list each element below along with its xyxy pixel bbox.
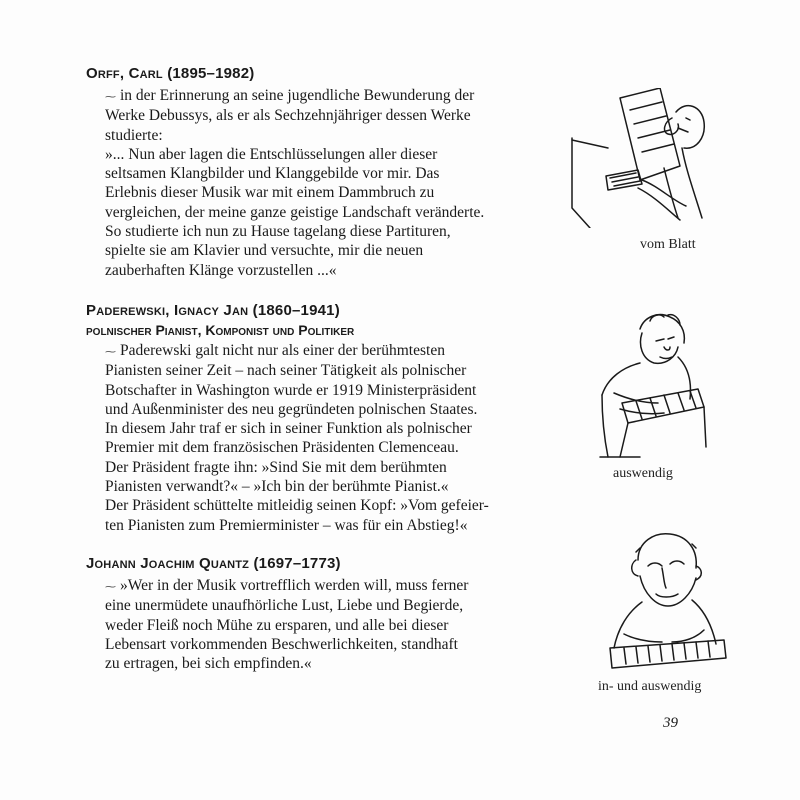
body-line: spielte sie am Klavier und versuchte, mir die neuen: [105, 242, 424, 260]
body-line: vergleichen, der meine ganze geistige Landschaft veränderte.: [105, 203, 485, 221]
body-line: In diesem Jahr traf er sich in seiner Funktion als polnischer: [105, 420, 472, 438]
body-line: Der Präsident schüttelte mitleidig seinen Kopf: »Vom gefeier-: [105, 497, 489, 515]
entry-paderewski: [86, 301, 541, 535]
body-line: »... Nun aber lagen die Entschlüsselungen aller dieser: [105, 145, 438, 163]
body-line: Pianisten verwandt?« – »Ich bin der berühmte Pianist.«: [105, 478, 449, 496]
body-line: Werke Debussys, als er als Sechzehnjähriger dessen Werke: [105, 107, 471, 125]
tilde-marker-icon: ⁓: [105, 90, 116, 103]
tilde-marker-icon: ⁓: [105, 345, 116, 358]
entry-heading: Paderewski, Ignacy Jan (1860–1941): [86, 302, 340, 319]
body-line: Premier mit dem französischen Präsidenten Clemenceau.: [105, 439, 459, 457]
pianist-playing-by-heart-illustration: [580, 307, 710, 467]
body-line: eine unermüdete unaufhörliche Lust, Liebe und Begierde,: [105, 597, 464, 615]
body-line: ⁓ »Wer in der Musik vortrefflich werden will, muss ferner: [105, 577, 469, 594]
body-line: ⁓ Paderewski galt nicht nur als einer der berühmtesten: [105, 342, 445, 359]
caption-vom-blatt: vom Blatt: [640, 237, 696, 252]
entry-heading: Orff, Carl (1895–1982): [86, 65, 255, 82]
body-line: Der Präsident fragte ihn: »Sind Sie mit dem berühmten: [105, 458, 447, 476]
entry-quantz: [86, 554, 541, 673]
caption-in-und-auswendig: in- und auswendig: [598, 679, 702, 694]
body-line: weder Fleiß noch Mühe zu ersparen, und alle bei dieser: [105, 616, 449, 634]
entry-orff: [86, 64, 541, 280]
caption-auswendig: auswendig: [613, 466, 673, 481]
body-line: und Außenminister des neu gegründeten polnischen Staates.: [105, 400, 478, 418]
tilde-marker-icon: ⁓: [105, 580, 116, 593]
body-line: ⁓ in der Erinnerung an seine jugendliche Bewunderung der: [105, 87, 475, 104]
body-line: Lebensart vorkommenden Beschwerlichkeiten, standhaft: [105, 635, 458, 653]
body-line: So studierte ich nun zu Hause tagelang diese Partituren,: [105, 223, 451, 241]
body-line: Botschafter in Washington wurde er 1919 Ministerpräsident: [105, 381, 477, 399]
pianist-eyes-closed-illustration: [600, 530, 730, 675]
body-line: seltsamen Klangbilder und Klanggebilde vor mir. Das: [105, 165, 440, 183]
entry-subtitle: polnischer Pianist, Komponist und Politiker: [86, 322, 355, 338]
entry-body: [105, 576, 541, 673]
body-line: Pianisten seiner Zeit – nach seiner Tätigkeit als polnischer: [105, 362, 467, 380]
entry-heading: Johann Joachim Quantz (1697–1773): [86, 555, 341, 572]
entry-body: [105, 86, 541, 280]
body-line: ten Pianisten zum Premierminister – was für ein Abstieg!«: [105, 516, 468, 534]
body-line: zu ertragen, bei sich empfinden.«: [105, 655, 312, 673]
entry-body: [105, 341, 541, 535]
page-number: 39: [663, 715, 678, 731]
pianist-reading-sheet-music-illustration: [568, 88, 708, 228]
body-line: Erlebnis dieser Musik war mit einem Dammbruch zu: [105, 184, 435, 202]
body-line: zauberhaften Klänge vorzustellen ...«: [105, 261, 337, 279]
body-line: studierte:: [105, 126, 163, 144]
